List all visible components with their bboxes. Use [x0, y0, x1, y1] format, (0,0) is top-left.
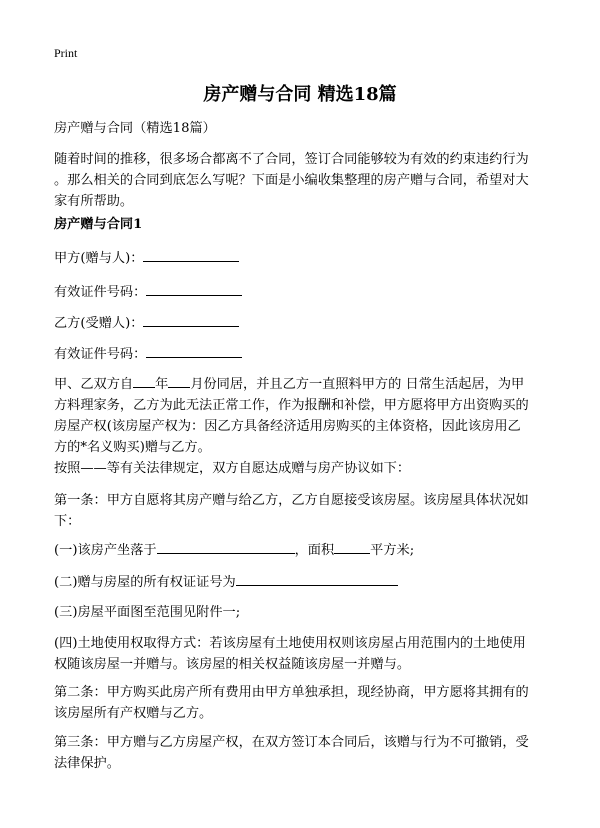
- item-4-land-use: (四)土地使用权取得方式：若该房屋有土地使用权则该房屋占用范围内的土地使用 权随该房屋一并赠与。该房屋的相关权益随该房屋一并赠与。: [54, 636, 526, 672]
- article-1: 第一条：甲方自愿将其房产赠与给乙方，乙方自愿接受该房屋。该房屋具体状况如 下：: [54, 493, 529, 529]
- area-blank: [334, 539, 370, 554]
- item-1-location: (一)该房产坐落于 ，面积 平方米;: [54, 539, 554, 561]
- party-b-field: 乙方(受赠人)：: [54, 312, 554, 334]
- party-a-id-field: 有效证件号码：: [54, 281, 554, 303]
- print-label: Print: [54, 46, 78, 60]
- item-2-certificate: (二)赠与房屋的所有权证证号为: [54, 571, 554, 593]
- document-title: 房产赠与合同 精选18篇: [203, 84, 397, 105]
- party-b-id-field: 有效证件号码：: [54, 343, 554, 365]
- section-heading: 房产赠与合同1: [54, 217, 143, 232]
- document-subtitle: 房产赠与合同（精选18篇）: [54, 121, 216, 136]
- certificate-blank: [236, 571, 398, 586]
- location-blank: [157, 539, 295, 554]
- article-3: 第三条：甲方赠与乙方房屋产权，在双方签订本合同后，该赠与行为不可撤销，受 法律保护。: [54, 735, 529, 771]
- party-a-blank: [143, 247, 239, 262]
- article-2: 第二条：甲方购买此房产所有费用由甲方单独承担，现经协商，甲方愿将其拥有的 该房屋所有产权赠与乙方。: [54, 685, 529, 721]
- party-b-blank: [143, 312, 239, 327]
- intro-paragraph: 随着时间的推移，很多场合都离不了合同，签订合同能够较为有效的约束违约行为 。那么相关的合同到底怎么写呢？下面是小编收集整理的房产赠与合同，希望对大 家有所帮助。: [54, 152, 529, 209]
- party-a-field: 甲方(赠与人)：: [54, 247, 554, 269]
- party-a-id-blank: [146, 281, 242, 296]
- item-3-floorplan: (三)房屋平面图至范围见附件一;: [54, 605, 241, 620]
- paragraph-cohabitation: 甲、乙双方自 年 月份同居，并且乙方一直照料甲方的 日常生活起居，为甲 方料理家务，乙方为此无法正常工作，作为报酬和补偿，甲方愿将甲方出资购买的 房屋产权(该房屋产权为：因乙方具备经济适用房购买的主体资格，因此该房用乙 方的*名义购买)赠与乙方。: [54, 373, 554, 458]
- month-blank: [168, 373, 190, 388]
- party-b-id-blank: [146, 343, 242, 358]
- paragraph-agreement: 按照——等有关法律规定，双方自愿达成赠与房产协议如下：: [54, 461, 411, 476]
- year-blank: [133, 373, 155, 388]
